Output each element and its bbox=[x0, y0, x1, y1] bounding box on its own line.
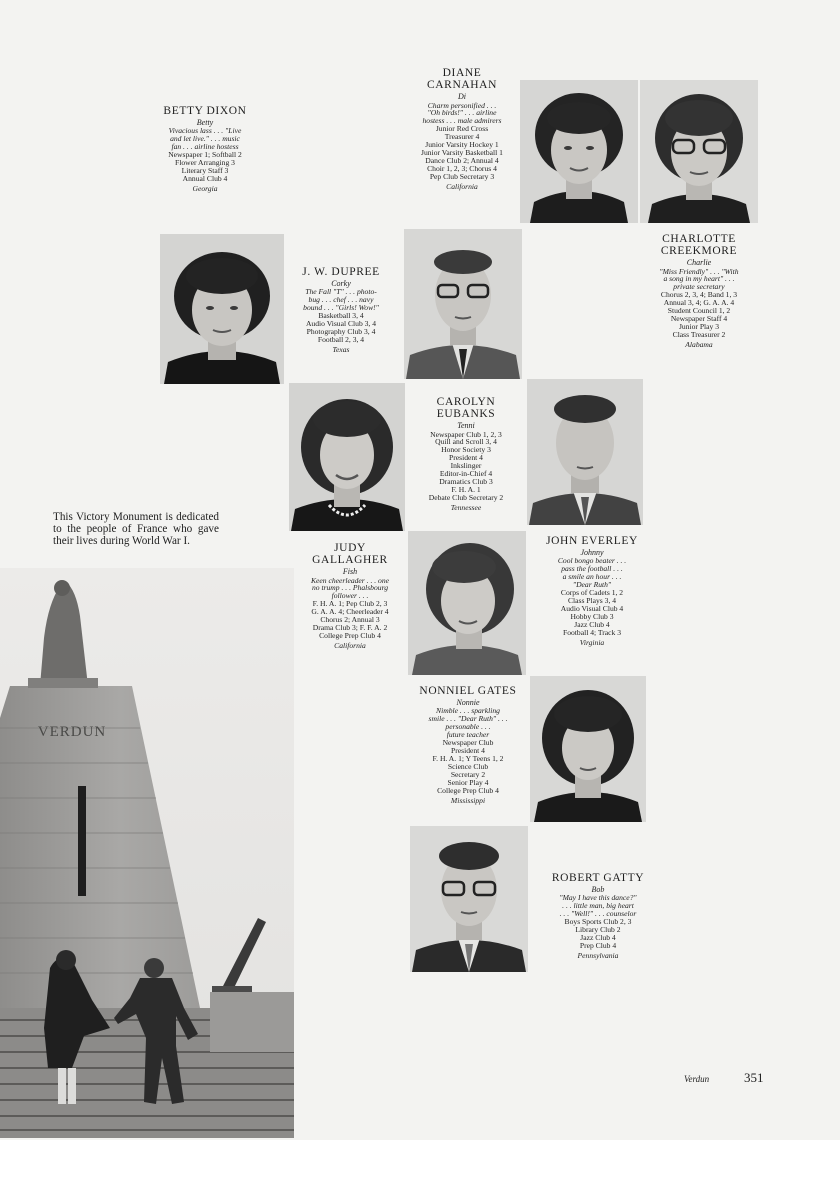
bio-line: fan . . . airline hostess bbox=[171, 142, 239, 152]
activity-line: Science Club bbox=[447, 762, 489, 772]
activity-line: Jazz Club 4 bbox=[574, 620, 610, 630]
entry-charlotte-creekmore bbox=[640, 233, 758, 349]
activity-line: Secretary 2 bbox=[450, 770, 486, 780]
student-nickname: Di bbox=[458, 92, 466, 102]
bio-line: The Fall "T" . . . photo- bbox=[305, 287, 377, 297]
student-name: CREEKMORE bbox=[660, 245, 738, 258]
entry-carolyn-eubanks bbox=[406, 396, 526, 512]
activity-line: Newspaper 1; Softball 2 bbox=[168, 150, 242, 160]
entry-nonniel-gates bbox=[408, 685, 528, 805]
activity-line: Chorus 2, 3, 4; Band 1, 3 bbox=[660, 290, 738, 300]
portrait-betty-dixon bbox=[160, 234, 284, 384]
student-name: DIANE bbox=[442, 67, 482, 79]
student-name: EUBANKS bbox=[436, 408, 496, 421]
bio-line: "Dear Ruth" bbox=[572, 580, 612, 590]
activity-line: Quill and Scroll 3, 4 bbox=[435, 437, 497, 447]
activity-line: F. H. A. 1; Y Teens 1, 2 bbox=[432, 754, 504, 764]
activity-line: Boys Sports Club 2, 3 bbox=[564, 917, 632, 927]
activity-line: G. A. A. 4; Cheerleader 4 bbox=[311, 607, 389, 617]
activity-line: Editor-in-Chief 4 bbox=[439, 469, 493, 479]
home-state: California bbox=[334, 641, 366, 651]
activity-line: Choir 1, 2, 3; Chorus 4 bbox=[427, 164, 497, 174]
student-nickname: Charlie bbox=[686, 258, 712, 268]
bio-line: personable . . . bbox=[445, 722, 491, 732]
activity-line: Pep Club Secretary 3 bbox=[429, 172, 495, 182]
activity-line: Newspaper Club 1, 2, 3 bbox=[430, 429, 502, 439]
student-nickname: Betty bbox=[196, 118, 214, 128]
activity-line: Annual 3, 4; G. A. A. 4 bbox=[663, 298, 735, 308]
bio-line: a song in my heart" . . . bbox=[663, 274, 735, 284]
activity-line: Junior Red Cross bbox=[435, 124, 489, 134]
activity-line: President 4 bbox=[451, 746, 485, 756]
monument-caption: This Victory Monument is dedicated to the people of France who gave their lives during World War I. bbox=[53, 511, 219, 548]
bio-line: Charm personified . . . bbox=[427, 100, 497, 110]
bio-line: Nimble . . . sparkling bbox=[436, 706, 500, 716]
bio-line: hostess . . . male admirers bbox=[422, 116, 502, 126]
activity-line: Football 2, 3, 4 bbox=[317, 335, 365, 345]
student-name: ROBERT GATTY bbox=[551, 872, 645, 884]
activity-line: Newspaper Staff 4 bbox=[670, 314, 728, 324]
activity-line: Football 4; Track 3 bbox=[562, 628, 621, 638]
activity-line: Student Council 1, 2 bbox=[667, 306, 731, 316]
activity-line: Dance Club 2; Annual 4 bbox=[425, 156, 499, 166]
portrait-john-everley bbox=[527, 379, 643, 525]
bio-line: "Oh birds!" . . . airline bbox=[427, 108, 497, 118]
bio-line: follower . . . bbox=[331, 591, 369, 601]
activity-line: Dramatics Club 3 bbox=[439, 477, 493, 487]
monument-inscription: VERDUN bbox=[37, 724, 107, 740]
bio-line: pass the football . . . bbox=[561, 564, 623, 574]
portrait-judy-gallagher bbox=[408, 531, 526, 675]
activity-line: Audio Visual Club 4 bbox=[560, 604, 624, 614]
bio-line: Keen cheerleader . . . one bbox=[310, 575, 390, 585]
activity-line: Prep Club 4 bbox=[579, 941, 617, 951]
bio-line: bound . . . "Girls! Wow!" bbox=[303, 303, 379, 313]
student-name: CARNAHAN bbox=[427, 79, 497, 92]
verdun-monument-photo bbox=[0, 568, 294, 1138]
student-name: JUDY bbox=[334, 542, 366, 554]
activity-line: Jazz Club 4 bbox=[580, 933, 616, 943]
entry-betty-dixon bbox=[146, 105, 264, 193]
activity-line: College Prep Club 4 bbox=[437, 786, 499, 796]
bio-line: . . . little man, big heart bbox=[562, 901, 634, 911]
portrait-charlotte-creekmore bbox=[640, 80, 758, 223]
activity-line: Annual Club 4 bbox=[182, 174, 228, 184]
portrait-jw-dupree bbox=[404, 229, 522, 379]
student-name: CAROLYN bbox=[436, 396, 496, 408]
student-name: J. W. DUPREE bbox=[302, 266, 380, 278]
student-nickname: Nonnie bbox=[456, 698, 480, 708]
activity-line: President 4 bbox=[449, 453, 483, 463]
activity-line: Treasurer 4 bbox=[444, 132, 480, 142]
entry-judy-gallagher bbox=[292, 542, 408, 650]
activity-line: Basketball 3, 4 bbox=[318, 311, 364, 321]
home-state: California bbox=[446, 182, 478, 192]
home-state: Virginia bbox=[579, 638, 605, 648]
student-nickname: Bob bbox=[591, 885, 605, 895]
bio-line: bug . . . chef . . . navy bbox=[308, 295, 374, 305]
activity-line: F. H. A. 1; Pep Club 2, 3 bbox=[312, 599, 388, 609]
bio-line: Vivacious lass . . . "Live bbox=[168, 126, 242, 136]
activity-line: Corps of Cadets 1, 2 bbox=[560, 588, 624, 598]
portrait-nonniel-gates bbox=[530, 676, 646, 822]
page-number: 351 bbox=[744, 1070, 764, 1085]
activity-line: Inkslinger bbox=[450, 461, 482, 471]
home-state: Georgia bbox=[192, 184, 218, 194]
student-nickname: Johnny bbox=[580, 548, 604, 558]
student-name: BETTY DIXON bbox=[163, 105, 247, 117]
student-nickname: Tenni bbox=[457, 421, 475, 431]
portrait-robert-gatty bbox=[410, 826, 528, 972]
student-name: JOHN EVERLEY bbox=[546, 535, 638, 547]
bio-line: "Miss Friendly" . . . "With bbox=[659, 266, 739, 276]
scan-margin bbox=[0, 1140, 840, 1195]
bio-line: "May I have this dance?" bbox=[559, 893, 637, 903]
activity-line: Library Club 2 bbox=[575, 925, 621, 935]
entry-jw-dupree bbox=[285, 266, 397, 354]
entry-diane-carnahan bbox=[408, 67, 516, 191]
activity-line: Audio Visual Club 3, 4 bbox=[305, 319, 377, 329]
entry-john-everley bbox=[532, 535, 652, 647]
bio-line: and let live." . . . music bbox=[170, 134, 240, 144]
activity-line: Photography Club 3, 4 bbox=[306, 327, 376, 337]
student-nickname: Corky bbox=[331, 279, 351, 289]
bio-line: private secretary bbox=[673, 282, 725, 292]
student-nickname: Fish bbox=[342, 567, 358, 577]
activity-line: Literary Staff 3 bbox=[181, 166, 229, 176]
home-state: Alabama bbox=[685, 340, 713, 350]
bio-line: no trump . . . Phalsbourg bbox=[311, 583, 389, 593]
folio-label: Verdun bbox=[684, 1074, 710, 1084]
activity-line: Chorus 2; Annual 3 bbox=[320, 615, 380, 625]
activity-line: Junior Play 3 bbox=[678, 322, 720, 332]
activity-line: Newspaper Club bbox=[442, 738, 494, 748]
activity-line: Senior Play 4 bbox=[447, 778, 489, 788]
home-state: Pennsylvania bbox=[577, 951, 619, 961]
bio-line: . . . "Well!" . . . counselor bbox=[559, 909, 637, 919]
activity-line: Junior Varsity Basketball 1 bbox=[421, 148, 503, 158]
activity-line: Flower Arranging 3 bbox=[175, 158, 235, 168]
bio-line: smile . . . "Dear Ruth" . . . bbox=[428, 714, 508, 724]
student-name: NONNIEL GATES bbox=[419, 685, 517, 697]
student-name: CHARLOTTE bbox=[662, 233, 736, 245]
home-state: Texas bbox=[332, 345, 350, 355]
activity-line: Drama Club 3; F. F. A. 2 bbox=[312, 623, 388, 633]
activity-line: Class Treasurer 2 bbox=[672, 330, 726, 340]
portrait-diane-carnahan bbox=[520, 80, 638, 223]
activity-line: Class Plays 3, 4 bbox=[567, 596, 617, 606]
activity-line: Debate Club Secretary 2 bbox=[428, 493, 504, 503]
activity-line: F. H. A. 1 bbox=[451, 485, 481, 495]
activity-line: Hobby Club 3 bbox=[570, 612, 614, 622]
home-state: Tennessee bbox=[450, 503, 482, 513]
bio-line: a smile an hour . . . bbox=[562, 572, 622, 582]
activity-line: Junior Varsity Hockey 1 bbox=[425, 140, 499, 150]
home-state: Mississippi bbox=[450, 796, 486, 806]
bio-line: future teacher bbox=[446, 730, 490, 740]
activity-line: College Prep Club 4 bbox=[319, 631, 381, 641]
entry-robert-gatty bbox=[536, 872, 660, 960]
portrait-carolyn-eubanks bbox=[289, 383, 405, 531]
student-name: GALLAGHER bbox=[312, 554, 388, 567]
bio-line: Cool bongo beater . . . bbox=[557, 556, 627, 566]
activity-line: Honor Society 3 bbox=[441, 445, 491, 455]
